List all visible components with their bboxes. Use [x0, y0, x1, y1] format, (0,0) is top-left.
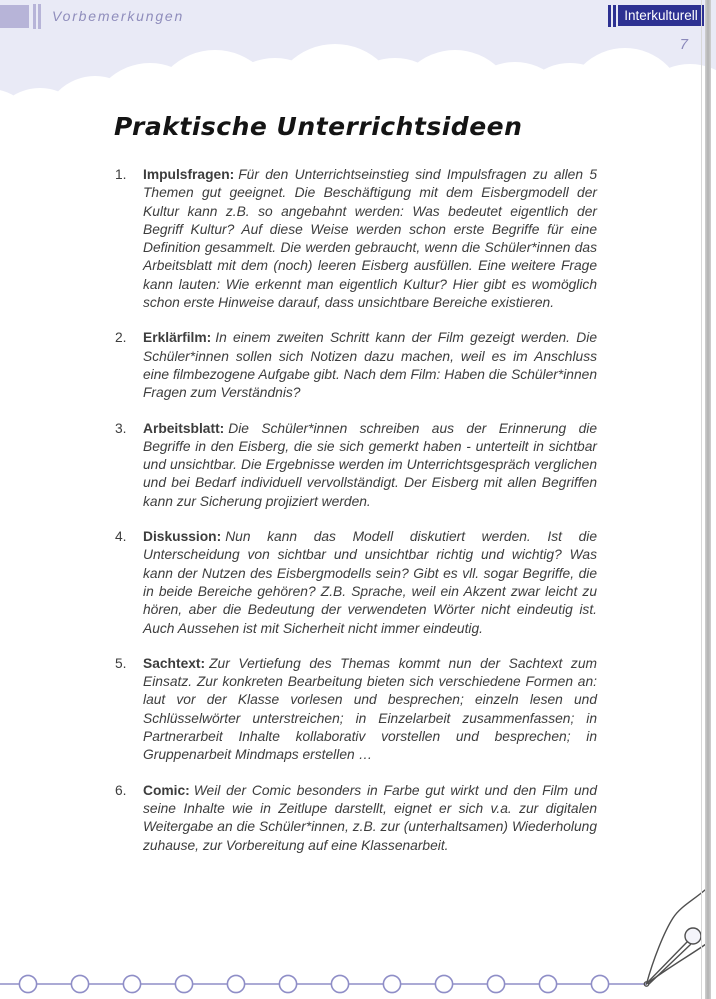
- badge-divider-bar: [613, 5, 616, 27]
- ideas-list: [115, 166, 597, 872]
- circle-chain-divider: [0, 969, 660, 999]
- item-number: 6.: [115, 782, 127, 798]
- list-item: [115, 528, 597, 638]
- item-text: Für den Unterrichtseinstieg sind Impulsfragen zu allen 5 Themen gut geeignet. Die Beschäftigung mit dem Eisbergmodell der Kultur kann z.B. so angebahnt werden: Was bedeutet eigentlich der Begriff Kultur? Auf diese Weise werden schon erste Begriffe für eine Definition gesammelt. Die werden gebraucht, wenn die Schüler*innen das Arbeitsblatt mit dem (noch) leeren Eisberg ausfüllen. Eine weitere Frage kann lauten: Wie erkennt man eigentlich Kultur? Hier gibt es womöglich schon erste Hinweise darauf, dass unsichtbare Bereiche existieren.: [143, 167, 597, 311]
- item-label: Comic:: [143, 782, 190, 798]
- list-item: [115, 782, 597, 855]
- item-number: 4.: [115, 529, 127, 545]
- page-edge-band: [705, 0, 711, 999]
- page-title: Praktische Unterrichtsideen: [114, 112, 523, 141]
- item-number: 2.: [115, 330, 127, 346]
- item-number: 5.: [115, 655, 127, 671]
- page-header: [0, 0, 716, 32]
- item-label: Sachtext:: [143, 655, 206, 671]
- item-text: Die Schüler*innen schreiben aus der Erinnerung die Begriffe in den Eisberg, die sie sich gemerkt haben - unterteilt in sichtbar und unsichtbar. Die Ergebnisse werden im Unterrichtsgespräch verglichen und bei Bedarf individuell vervollständigt. Der Eisberg mit allen Begriffen kann zur Sicherung projiziert werden.: [143, 420, 597, 509]
- item-label: Diskussion:: [143, 529, 222, 545]
- item-text: Zur Vertiefung des Themas kommt nun der Sachtext zum Einsatz. Zur konkreten Bearbeitung bieten sich verschiedene Formen an: laut vor der Klasse vorlesen und besprechen; einzeln lesen und Schlüsselwörter unterstreichen; in Einzelarbeit zusammenfassen; in Partnerarbeit Inhalte kollaborativ vorstellen und besprechen; in Gruppenarbeit Mindmaps erstellen …: [143, 655, 597, 763]
- logo-square: [0, 5, 29, 28]
- item-number: 3.: [115, 420, 127, 436]
- page-edge-line: [701, 0, 702, 999]
- pen-nib-icon: [628, 884, 708, 998]
- item-label: Arbeitsblatt:: [143, 420, 225, 436]
- item-label: Erklärfilm:: [143, 330, 212, 346]
- header-divider-bar: [33, 4, 36, 29]
- section-label: Vorbemerkungen: [52, 8, 185, 24]
- item-number: 1.: [115, 167, 127, 182]
- item-text: Weil der Comic besonders in Farbe gut wirkt und den Film und seine Inhalte wie in Zeitlupe darstellt, eignet er sich v.a. zur digitalen Weitergabe an die Schüler*innen, z.B. zur (unterhaltsamen) Wiederholung zuhause, zur Vorbereitung auf eine Klassenarbeit.: [143, 782, 597, 853]
- list-item: [115, 655, 597, 765]
- category-badge: Interkulturell: [618, 5, 704, 26]
- item-label: Impulsfragen:: [143, 167, 235, 182]
- header-divider-bar: [38, 4, 41, 29]
- badge-divider-bar: [608, 5, 611, 27]
- item-text: In einem zweiten Schritt kann der Film gezeigt werden. Die Schüler*innen sollen sich Notizen dazu machen, weil es im Anschluss eine filmbezogene Aufgabe gibt. Nach dem Film: Haben die Schüler*innen Fragen zum Verständnis?: [143, 330, 597, 401]
- list-item: [115, 329, 597, 402]
- list-item: [115, 166, 597, 312]
- list-item: [115, 420, 597, 511]
- page-number: 7: [679, 36, 688, 53]
- item-text: Nun kann das Modell diskutiert werden. Ist die Unterscheidung von sichtbar und unsichtbar richtig und wichtig? Was kann der Nutzen des Eisbergmodells sein? Gibt es vll. sogar Begriffe, die in beide Bereiche gehören? Z.B. Sprache, weil ein Akzent zwar leicht zu hören, aber die Bedeutung der verwendeten Wörter nicht eindeutig ist. Auch Aussehen ist mit Sicherheit nicht immer eindeutig.: [143, 529, 597, 636]
